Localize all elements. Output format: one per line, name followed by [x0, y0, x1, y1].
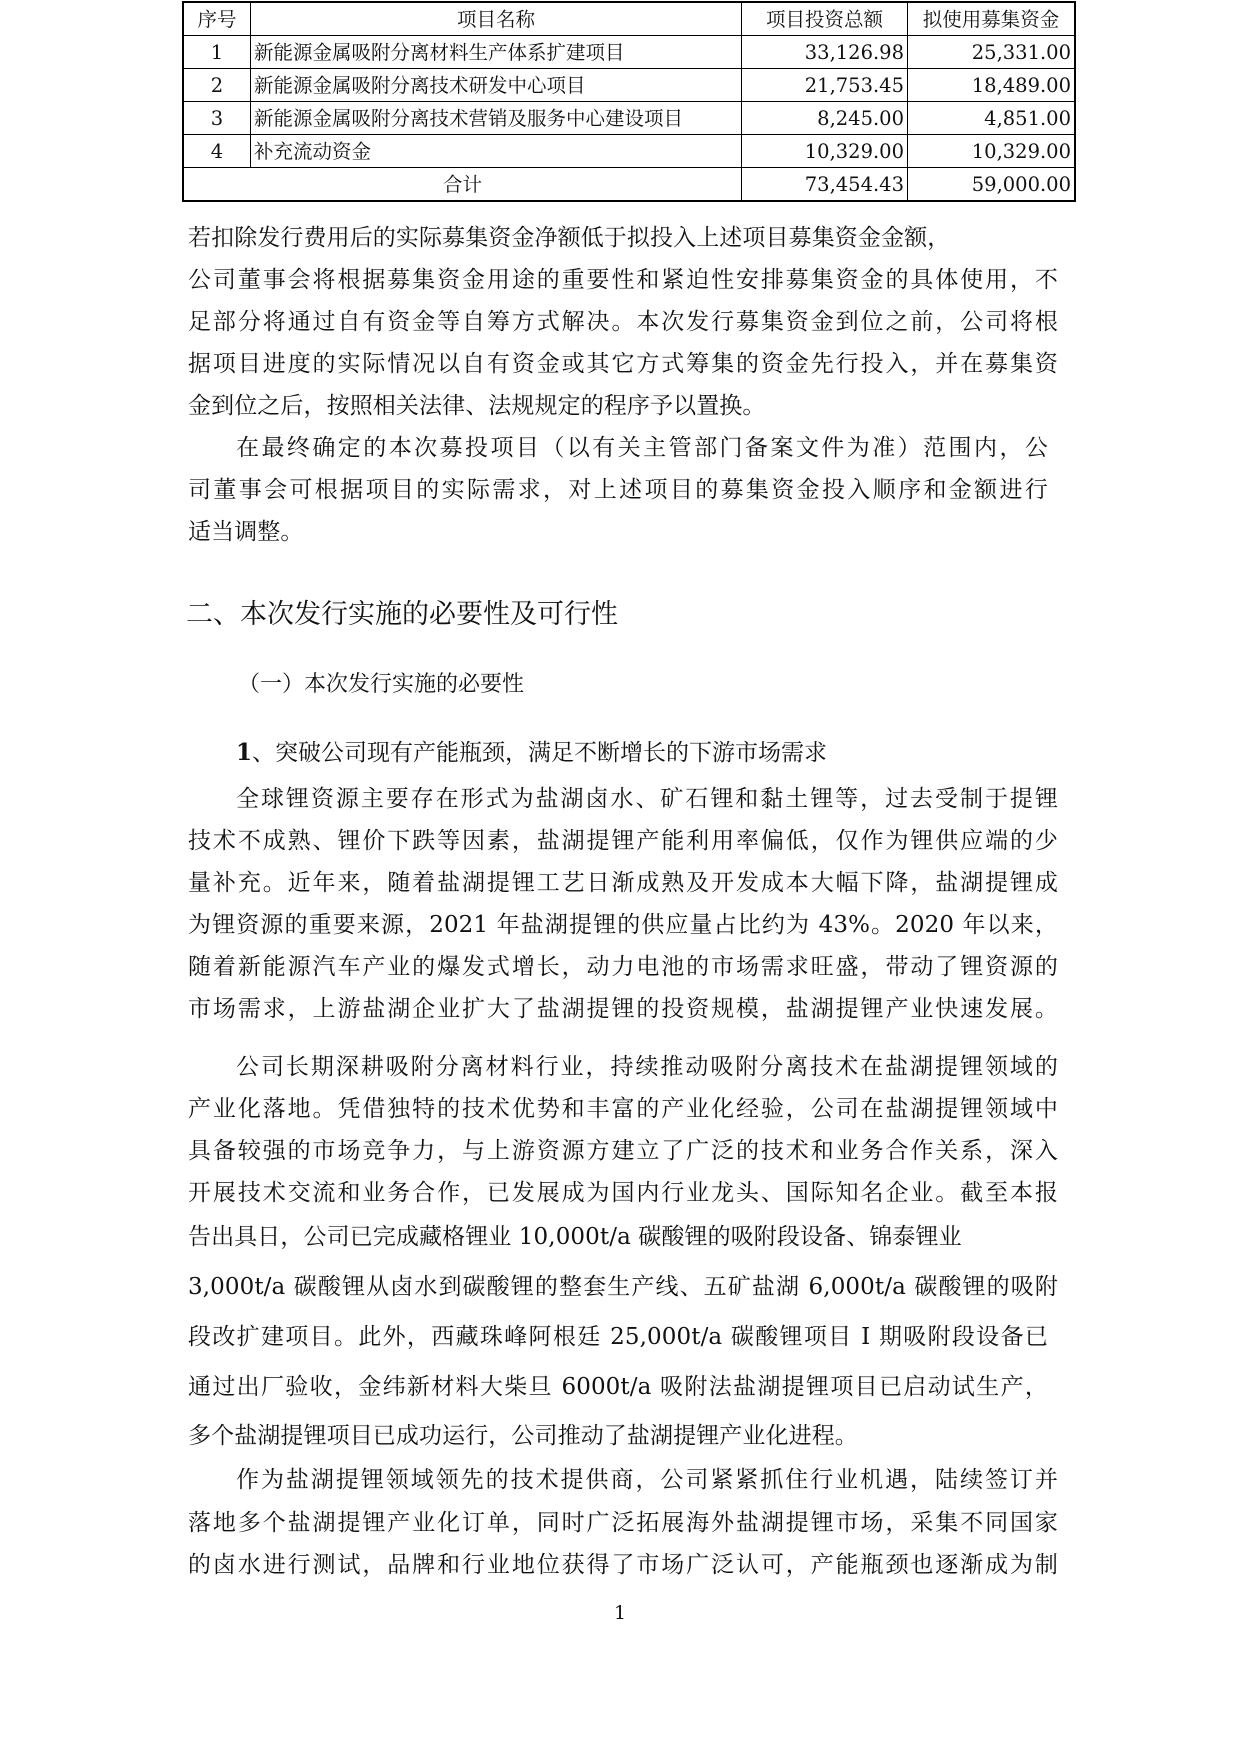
paragraph-line: 告出具日，公司已完成藏格锂业 10,000t/a 碳酸锂的吸附段设备、锦泰锂业 — [188, 1224, 962, 1250]
paragraph-line: 市场需求，上游盐湖企业扩大了盐湖提锂的投资规模，盐湖提锂产业快速发展。 — [188, 996, 1058, 1022]
table-total-row — [183, 168, 1075, 202]
paragraph-line: 足部分将通过自有资金等自筹方式解决。本次发行募集资金到位之前，公司将根 — [188, 309, 1058, 335]
row-investment: 10,329.00 — [742, 135, 908, 168]
paragraph-line: 随着新能源汽车产业的爆发式增长，动力电池的市场需求旺盛，带动了锂资源的 — [188, 954, 1058, 980]
paragraph-line: 段改扩建项目。此外，西藏珠峰阿根廷 25,000t/a 碳酸锂项目 I 期吸附段设备已 — [188, 1324, 1048, 1350]
header-project-name: 项目名称 — [251, 2, 742, 36]
section-title: 二、本次发行实施的必要性及可行性 — [186, 599, 618, 630]
paragraph-line: 全球锂资源主要存在形式为盐湖卤水、矿石锂和黏土锂等，过去受制于提锂 — [236, 786, 1058, 812]
paragraph-line: 作为盐湖提锂领域领先的技术提供商，公司紧紧抓住行业机遇，陆续签订并 — [236, 1467, 1058, 1493]
row-raised: 25,331.00 — [908, 36, 1076, 69]
row-raised: 18,489.00 — [908, 69, 1076, 102]
paragraph-line: 金到位之后，按照相关法律、法规规定的程序予以置换。 — [188, 393, 766, 419]
paragraph-line: 公司长期深耕吸附分离材料行业，持续推动吸附分离技术在盐湖提锂领域的 — [236, 1054, 1058, 1080]
paragraph-line: 3,000t/a 碳酸锂从卤水到碳酸锂的整套生产线、五矿盐湖 6,000t/a 碳酸锂的吸附 — [188, 1274, 1058, 1300]
row-index: 3 — [183, 102, 251, 135]
paragraph-line: 技术不成熟、锂价下跌等因素，盐湖提锂产能利用率偏低，仅作为锂供应端的少 — [188, 828, 1058, 854]
row-index: 4 — [183, 135, 251, 168]
row-project-name: 新能源金属吸附分离技术研发中心项目 — [251, 69, 742, 102]
paragraph-line: 具备较强的市场竞争力，与上游资源方建立了广泛的技术和业务合作关系，深入 — [188, 1138, 1058, 1164]
paragraph-line: 多个盐湖提锂项目已成功运行，公司推动了盐湖提锂产业化进程。 — [188, 1423, 858, 1449]
row-index: 2 — [183, 69, 251, 102]
fund-allocation-table — [182, 1, 1076, 202]
paragraph-line: 开展技术交流和业务合作，已发展成为国内行业龙头、国际知名企业。截至本报 — [188, 1180, 1058, 1206]
row-investment: 33,126.98 — [742, 36, 908, 69]
table-row — [183, 102, 1075, 135]
row-project-name: 补充流动资金 — [251, 135, 742, 168]
paragraph-line: 若扣除发行费用后的实际募集资金净额低于拟投入上述项目募集资金金额， — [188, 225, 951, 251]
paragraph-line: 量补充。近年来，随着盐湖提锂工艺日渐成熟及开发成本大幅下降，盐湖提锂成 — [188, 870, 1058, 896]
row-raised: 10,329.00 — [908, 135, 1076, 168]
subsection-title: （一）本次发行实施的必要性 — [238, 672, 525, 697]
row-raised: 4,851.00 — [908, 102, 1076, 135]
total-investment: 73,454.43 — [742, 168, 908, 202]
point-number: 1 — [236, 739, 253, 766]
point-heading — [236, 738, 827, 768]
table-header-row — [183, 2, 1075, 36]
table-row — [183, 36, 1075, 69]
paragraph-line: 适当调整。 — [188, 519, 304, 545]
row-investment: 8,245.00 — [742, 102, 908, 135]
page-number: 1 — [613, 1602, 627, 1624]
row-project-name: 新能源金属吸附分离技术营销及服务中心建设项目 — [251, 102, 742, 135]
paragraph-line: 产业化落地。凭借独特的技术优势和丰富的产业化经验，公司在盐湖提锂领域中 — [188, 1096, 1058, 1122]
table-row — [183, 135, 1075, 168]
paragraph-line: 司董事会可根据项目的实际需求，对上述项目的募集资金投入顺序和金额进行 — [188, 477, 1048, 503]
header-raised-funds: 拟使用募集资金 — [908, 2, 1076, 36]
paragraph-line: 落地多个盐湖提锂产业化订单，同时广泛拓展海外盐湖提锂市场，采集不同国家 — [188, 1510, 1058, 1536]
header-total-investment: 项目投资总额 — [742, 2, 908, 36]
paragraph-line: 为锂资源的重要来源，2021 年盐湖提锂的供应量占比约为 43%。2020 年以来， — [188, 912, 1058, 938]
paragraph-line: 的卤水进行测试，品牌和行业地位获得了市场广泛认可，产能瓶颈也逐渐成为制 — [188, 1552, 1058, 1578]
total-raised: 59,000.00 — [908, 168, 1076, 202]
row-investment: 21,753.45 — [742, 69, 908, 102]
table-row — [183, 69, 1075, 102]
paragraph-line: 在最终确定的本次募投项目（以有关主管部门备案文件为准）范围内，公 — [236, 435, 1048, 461]
row-index: 1 — [183, 36, 251, 69]
point-text: 、突破公司现有产能瓶颈，满足不断增长的下游市场需求 — [252, 740, 828, 766]
paragraph-line: 公司董事会将根据募集资金用途的重要性和紧迫性安排募集资金的具体使用，不 — [188, 267, 1058, 293]
row-project-name: 新能源金属吸附分离材料生产体系扩建项目 — [251, 36, 742, 69]
paragraph-line: 据项目进度的实际情况以自有资金或其它方式筹集的资金先行投入，并在募集资 — [188, 351, 1058, 377]
header-index: 序号 — [183, 2, 251, 36]
total-label: 合计 — [183, 168, 742, 202]
paragraph-line: 通过出厂验收，金纬新材料大柴旦 6000t/a 吸附法盐湖提锂项目已启动试生产， — [188, 1374, 1048, 1400]
